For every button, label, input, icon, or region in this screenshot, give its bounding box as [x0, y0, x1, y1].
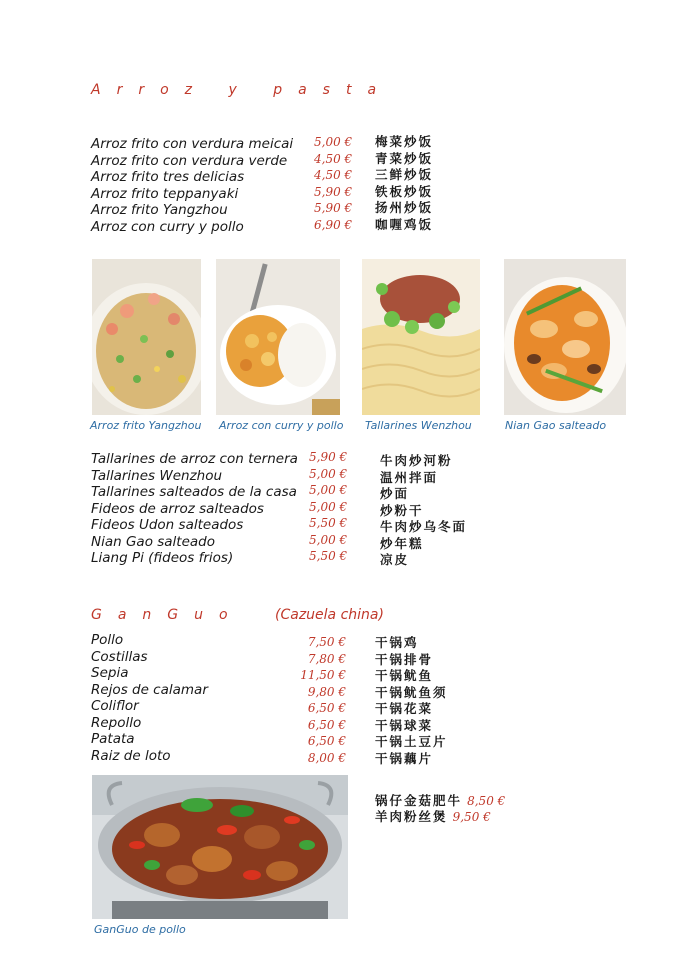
menu-item-chinese: 干锅鸡	[375, 635, 419, 650]
menu-item-name: Fideos Udon salteados	[91, 517, 244, 533]
menu-item-price: 5,00 €	[314, 135, 353, 149]
menu-item-price: 8,00 €	[307, 750, 346, 765]
menu-item-price: 6,50 €	[307, 734, 346, 748]
menu-item-chinese: 炒年糕	[380, 535, 424, 551]
menu-prices-ganguo	[300, 634, 346, 766]
menu-item-price: 6,90 €	[314, 217, 353, 232]
menu-item-name: Tallarines de arroz con ternera	[91, 451, 298, 467]
menu-item-chinese: 炒粉干	[380, 502, 424, 518]
menu-item-name: Tallarines salteados de la casa	[91, 484, 297, 500]
photo-nian-gao	[504, 259, 626, 415]
menu-item-chinese: 梅菜炒饭	[375, 134, 434, 149]
menu-item-price: 7,80 €	[307, 651, 346, 666]
menu-item-chinese: 凉皮	[380, 552, 410, 567]
menu-item-price: 9,80 €	[307, 684, 346, 699]
menu-item-name: Arroz frito tres delicias	[91, 169, 245, 185]
menu-item-name: Sepia	[91, 665, 129, 681]
menu-item-price: 4,50 €	[314, 151, 353, 166]
menu-item-price: 5,50 €	[309, 516, 348, 530]
special-item	[375, 806, 491, 826]
menu-item-price: 4,50 €	[314, 168, 353, 182]
menu-item-name: Coliflor	[91, 698, 139, 714]
photo-arroz-curry	[216, 259, 340, 415]
menu-item-name: Pollo	[91, 632, 124, 648]
menu-item-name: Costillas	[91, 648, 148, 665]
menu-item-chinese: 干锅鱿鱼须	[375, 684, 448, 700]
menu-item-price: 8,50 €	[467, 794, 506, 808]
menu-item-name: Raiz de loto	[91, 747, 171, 764]
menu-item-price: 5,00 €	[309, 466, 348, 481]
menu-item-name: Arroz frito teppanyaki	[91, 185, 239, 202]
photo-caption: GanGuo de pollo	[94, 923, 186, 936]
menu-chinese-noodles	[380, 453, 467, 569]
menu-item-price: 5,90 €	[309, 450, 348, 464]
menu-item-chinese: 干锅花菜	[375, 701, 434, 716]
menu-item-price: 9,50 €	[452, 810, 491, 824]
menu-item-name: Liang Pi (fideos frios)	[91, 550, 234, 566]
photo-caption: Arroz con curry y pollo	[219, 419, 344, 432]
menu-prices-arroz	[314, 134, 352, 233]
photo-caption: Nian Gao salteado	[505, 419, 607, 432]
menu-list-arroz	[91, 136, 293, 235]
menu-item-chinese: 扬州炒饭	[375, 200, 434, 215]
menu-item-chinese: 三鲜炒饭	[375, 167, 434, 182]
menu-item-name: Tallarines Wenzhou	[91, 467, 223, 484]
menu-item-price: 5,90 €	[314, 184, 353, 199]
menu-item-price: 11,50 €	[300, 668, 346, 682]
menu-item-name: Fideos de arroz salteados	[91, 500, 264, 517]
photo-caption: Tallarines Wenzhou	[365, 419, 472, 432]
menu-chinese-arroz	[375, 134, 433, 233]
menu-item-chinese: 青菜炒饭	[375, 150, 434, 166]
menu-names	[91, 136, 293, 235]
menu-item-chinese: 羊肉粉丝煲	[375, 809, 448, 824]
menu-item-name: Arroz frito con verdura meicai	[91, 136, 294, 152]
menu-item-name: Patata	[91, 731, 135, 747]
menu-item-chinese: 干锅球菜	[375, 717, 434, 733]
menu-item-chinese: 咖喱鸡饭	[375, 216, 434, 232]
menu-item-price: 5,90 €	[314, 201, 353, 215]
menu-item-price: 7,50 €	[307, 635, 346, 649]
section-subtitle-ganguo: (Cazuela china)	[275, 607, 384, 623]
photo-tallarines-wenzhou	[362, 259, 480, 415]
menu-item-price: 6,50 €	[307, 717, 346, 732]
menu-item-chinese: 干锅鱿鱼	[375, 668, 434, 683]
menu-names-noodles	[91, 451, 298, 567]
menu-item-name: Rejos de calamar	[91, 681, 208, 698]
menu-item-chinese: 干锅排骨	[375, 651, 434, 667]
menu-item-price: 5,00 €	[309, 532, 348, 547]
menu-prices-noodles	[309, 449, 347, 565]
photo-caption: Arroz frito Yangzhou	[90, 419, 202, 432]
menu-item-name: Nian Gao salteado	[91, 533, 216, 550]
menu-item-chinese: 温州拌面	[380, 469, 439, 485]
menu-item-chinese: 炒面	[380, 486, 410, 501]
photo-ganguo-pollo	[92, 775, 348, 919]
menu-item-chinese: 牛肉炒河粉	[380, 453, 453, 468]
menu-item-name: Repollo	[91, 714, 142, 731]
menu-item-price: 6,50 €	[307, 701, 346, 715]
section-title-ganguo: GanGuo	[91, 607, 244, 623]
menu-item-name: Arroz frito con verdura verde	[91, 152, 288, 169]
menu-item-chinese: 牛肉炒乌冬面	[380, 519, 468, 534]
section-title-arroz-pasta: Arroz y pasta	[91, 82, 393, 98]
menu-item-price: 5,50 €	[309, 549, 348, 563]
menu-chinese-ganguo	[375, 635, 448, 767]
menu-item-chinese: 干锅土豆片	[375, 734, 448, 749]
menu-item-name: Arroz con curry y pollo	[91, 218, 244, 235]
menu-item-chinese: 铁板炒饭	[375, 183, 434, 199]
menu-item-chinese: 锅仔金菇肥牛	[375, 793, 463, 808]
menu-item-price: 5,00 €	[309, 483, 348, 497]
menu-item-name: Arroz frito Yangzhou	[91, 202, 228, 218]
menu-item-chinese: 干锅藕片	[375, 750, 434, 766]
photo-arroz-yangzhou	[92, 259, 201, 415]
menu-names-ganguo	[91, 632, 208, 764]
menu-item-price: 5,00 €	[309, 499, 348, 514]
